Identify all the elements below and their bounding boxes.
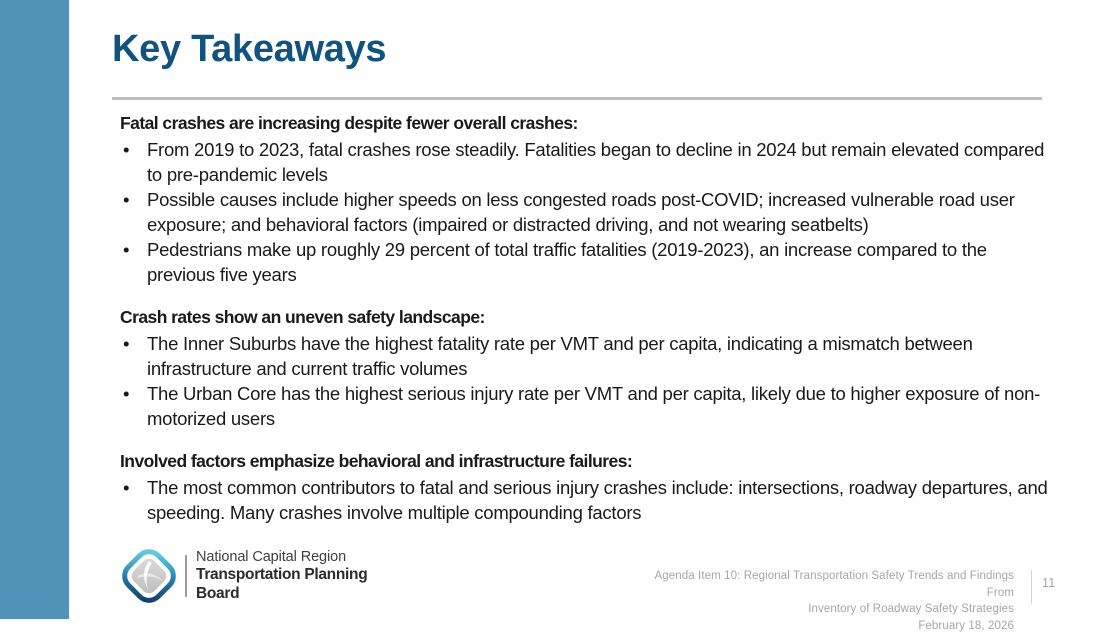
- content-body: [120, 111, 1050, 525]
- logo-line-national-capital-region: National Capital Region: [196, 548, 347, 565]
- bullet-item: [120, 331, 1050, 381]
- footer-meta-line-3: February 18, 2026: [918, 620, 1014, 633]
- content-section: [120, 449, 1050, 525]
- bullet-dot-icon: •: [123, 477, 130, 499]
- bullet-item: [120, 475, 1050, 525]
- section-heading: Crash rates show an uneven safety landscape:: [120, 307, 485, 328]
- section-heading: Involved factors emphasize behavioral and infrastructure failures:: [120, 451, 633, 472]
- bullet-text: The Urban Core has the highest serious injury rate per VMT and per capita, likely due to higher exposure of non-motorized users: [147, 383, 1041, 430]
- bullet-dot-icon: •: [123, 383, 130, 405]
- bullet-item: [120, 187, 1050, 237]
- footer-meta-line-1: Agenda Item 10: Regional Transportation Safety Trends and Findings From: [654, 570, 1014, 599]
- content-section: [120, 111, 1050, 287]
- bullet-text: Possible causes include higher speeds on less congested roads post-COVID; increased vulnerable road user exposure; and behavioral factors (impaired or distracted driving, and not wearing seatbelts): [147, 188, 1015, 236]
- page-title: Key Takeaways: [112, 28, 387, 70]
- footer-agenda-meta: [634, 568, 1014, 635]
- title-divider-rule: [112, 97, 1042, 100]
- bullet-dot-icon: •: [123, 333, 130, 355]
- bullet-item: [120, 237, 1050, 287]
- footer-meta-line-2: Inventory of Roadway Safety Strategies: [808, 603, 1014, 616]
- content-section: [120, 305, 1050, 431]
- logo-wordmark: [196, 549, 408, 604]
- bullet-dot-icon: •: [123, 188, 130, 210]
- bullet-text: Pedestrians make up roughly 29 percent of total traffic fatalities (2019-2023), an increase compared to the previous five years: [147, 239, 987, 286]
- page-number: 11: [1042, 576, 1056, 590]
- left-accent-band: [0, 0, 69, 619]
- organization-logo: [118, 545, 408, 607]
- bullet-dot-icon: •: [123, 138, 130, 160]
- section-heading: Fatal crashes are increasing despite fewer overall crashes:: [120, 113, 578, 133]
- tpb-diamond-logo-icon: [118, 545, 180, 607]
- footer-vertical-divider: [1031, 570, 1032, 604]
- bullet-text: The most common contributors to fatal and serious injury crashes include: intersections, roadway departures, and speeding. Many crashes involve multiple compounding factors: [147, 477, 1048, 524]
- bullet-list: [120, 137, 1050, 287]
- logo-line-transportation-planning-board: Transportation Planning Board: [196, 566, 368, 602]
- bullet-text: From 2019 to 2023, fatal crashes rose steadily. Fatalities began to decline in 2024 but remain elevated compared to pre-pandemic levels: [147, 138, 1045, 185]
- bullet-text: The Inner Suburbs have the highest fatality rate per VMT and per capita, indicating a mismatch between infrastructure and current traffic volumes: [147, 333, 973, 380]
- bullet-item: [120, 137, 1050, 187]
- bullet-list: [120, 331, 1050, 431]
- bullet-item: [120, 381, 1050, 431]
- logo-divider: [185, 555, 187, 597]
- bullet-dot-icon: •: [123, 239, 130, 261]
- bullet-list: [120, 475, 1050, 525]
